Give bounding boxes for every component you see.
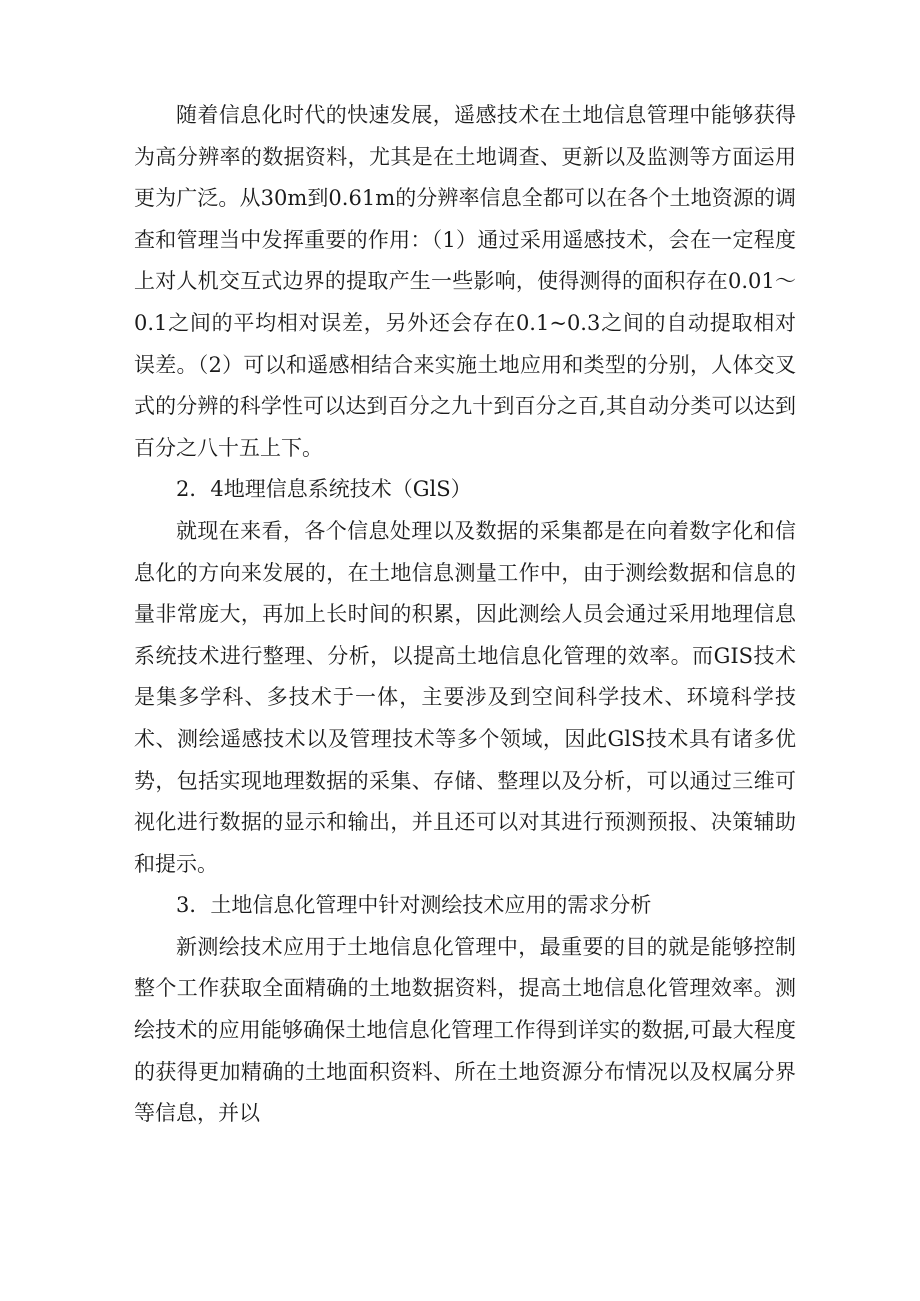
- paragraph-remote-sensing: 随着信息化时代的快速发展，遥感技术在土地信息管理中能够获得为高分辨率的数据资料，尤其是在土地调查、更新以及监测等方面运用更为广泛。从30m到0.61m的分辨率信息全都可以在各个土地资源的调查和管理当中发挥重要的作用：（1）通过采用遥感技术，会在一定程度上对人机交互式边界的提取产生一些影响，使得测得的面积存在0.01～0.1之间的平均相对误差，另外还会存在0.1~0.3之间的自动提取相对误差。（2）可以和遥感相结合来实施土地应用和类型的分别，人体交叉式的分辨的科学性可以达到百分之九十到百分之百,其自动分类可以达到百分之八十五上下。: [134, 103, 796, 460]
- paragraph-gis: 就现在来看，各个信息处理以及数据的采集都是在向着数字化和信息化的方向来发展的，在土地信息测量工作中，由于测绘数据和信息的量非常庞大，再加上长时间的积累，因此测绘人员会通过采用地理信息系统技术进行整理、分析，以提高土地信息化管理的效率。而GIS技术是集多学科、多技术于一体，主要涉及到空间科学技术、环境科学技术、测绘遥感技术以及管理技术等多个领域，因此GlS技术具有诸多优势，包括实现地理数据的采集、存储、整理以及分析，可以通过三维可视化进行数据的显示和输出，并且还可以对其进行预测预报、决策辅助和提示。: [134, 518, 796, 876]
- paragraph-new-surveying: 新测绘技术应用于土地信息化管理中，最重要的目的就是能够控制整个工作获取全面精确的土地数据资料，提高土地信息化管理效率。测绘技术的应用能够确保土地信息化管理工作得到详实的数据,可最大程度的获得更加精确的土地面积资料、所在土地资源分布情况以及权属分界等信息，并以: [134, 934, 796, 1126]
- section-heading-demand-analysis: 3．土地信息化管理中针对测绘技术应用的需求分析: [176, 893, 652, 918]
- section-heading-gis: 2．4地理信息系统技术（GlS）: [176, 477, 472, 502]
- document-body: [134, 95, 796, 1135]
